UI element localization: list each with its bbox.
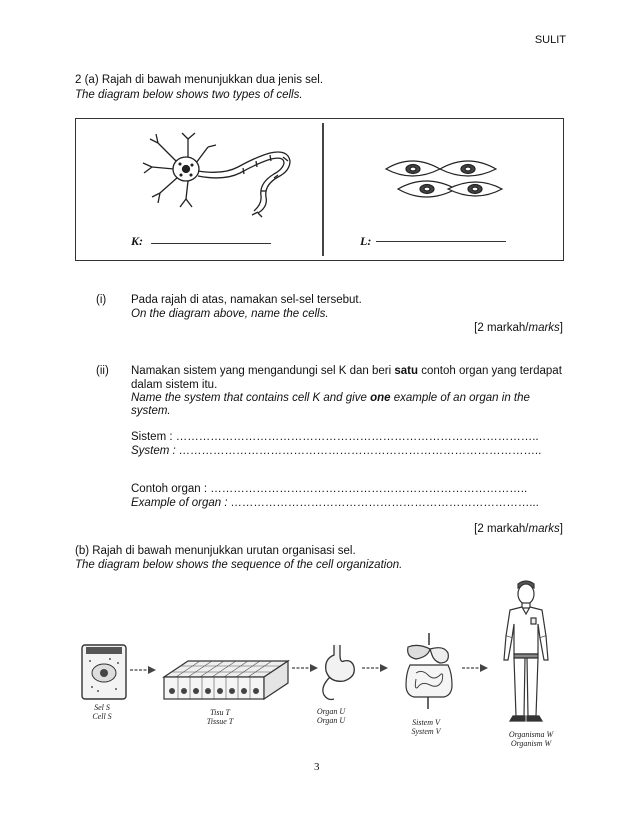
marks-en: marks: [528, 523, 560, 535]
part-ii-en-bold: one: [370, 392, 391, 404]
system-v-label: Sistem V: [412, 718, 440, 727]
part-i-marks: [474, 322, 563, 334]
marks-end: ]: [559, 523, 563, 535]
cell-s-drawing: [80, 643, 128, 701]
part-ii-number: (ii): [96, 365, 109, 377]
cell-s-label-en: Cell S: [92, 712, 112, 721]
organism-w-label: Organisma W: [508, 730, 554, 739]
tissue-t-drawing: [160, 655, 292, 705]
system-v-caption: [398, 718, 454, 736]
part-i-text-en: On the diagram above, name the cells.: [131, 308, 329, 320]
system-v-label-en: System V: [411, 727, 441, 736]
arrow-3-icon: [362, 663, 388, 673]
tissue-t-label-en: Tissue T: [206, 717, 234, 726]
marks-ms: [2 markah/: [474, 523, 529, 535]
label-l: L:: [360, 234, 372, 248]
part-ii-marks: [474, 523, 563, 535]
cell-s-caption: [78, 703, 126, 721]
arrow-1-icon: [130, 665, 156, 675]
organ-u-stomach-drawing: [316, 643, 360, 703]
part-i-text: Pada rajah di atas, namakan sel-sel tersebut.: [131, 294, 362, 306]
tissue-t-caption: [190, 708, 250, 726]
page-number: 3: [314, 761, 320, 773]
part-ii-en-b: example of an organ in the: [390, 392, 530, 404]
label-k: K:: [131, 234, 143, 248]
epithelial-cells-drawing: [384, 149, 504, 211]
organism-w-human-drawing: [496, 578, 556, 728]
part-ii-text-line-2: dalam sistem itu.: [131, 379, 218, 391]
marks-end: ]: [559, 322, 563, 334]
organ-u-label-en: Organ U: [316, 716, 346, 725]
part-ii-text-bold: satu: [394, 365, 419, 377]
marks-en: marks: [528, 322, 560, 334]
organ-answer-line[interactable]: Contoh organ : ………………………………………………………………………..: [131, 483, 528, 495]
tissue-t-label: Tisu T: [210, 708, 230, 717]
organism-w-label-en: Organism W: [510, 739, 552, 748]
part-ii-text-en-line-2: system.: [131, 405, 171, 417]
system-v-digestive-drawing: [398, 633, 460, 715]
question-2b-title-en: The diagram below shows the sequence of the cell organization.: [75, 559, 403, 571]
sistem-answer-line[interactable]: Sistem : …………………………………………………………………………………..: [131, 431, 539, 443]
answer-line-l[interactable]: [376, 241, 506, 242]
organ-answer-line-en[interactable]: Example of organ : ……………………………………………………………………...: [131, 497, 540, 509]
answer-line-k[interactable]: [151, 243, 271, 244]
question-2a-title-en: The diagram below shows two types of cells.: [75, 89, 303, 101]
part-ii-en-a: Name the system that contains cell K and give: [131, 392, 371, 404]
part-i-number: (i): [96, 294, 107, 306]
neuron-cell-drawing: [138, 131, 298, 221]
system-answer-line-en[interactable]: System : …………………………………………………………………………………..: [131, 445, 542, 457]
sulit-label: SULIT: [534, 34, 566, 46]
marks-ms: [2 markah/: [474, 322, 529, 334]
organism-w-caption: [496, 730, 566, 748]
part-ii-text-b: contoh organ yang terdapat: [418, 365, 562, 377]
cell-s-label: Sel S: [94, 703, 110, 712]
diagram-divider: [322, 123, 324, 256]
question-2a-title: 2 (a) Rajah di bawah menunjukkan dua jenis sel.: [75, 74, 324, 86]
question-2b-title: (b) Rajah di bawah menunjukkan urutan organisasi sel.: [75, 545, 356, 557]
organ-u-label: Organ U: [316, 707, 346, 716]
two-cells-diagram: [75, 118, 564, 261]
part-ii-text-line-1: [131, 365, 563, 377]
part-ii-text-en-line-1: [131, 392, 563, 404]
part-ii-text-a: Namakan sistem yang mengandungi sel K dan beri: [131, 365, 395, 377]
arrow-4-icon: [462, 663, 488, 673]
arrow-2-icon: [292, 663, 318, 673]
organ-u-caption: [306, 707, 356, 725]
